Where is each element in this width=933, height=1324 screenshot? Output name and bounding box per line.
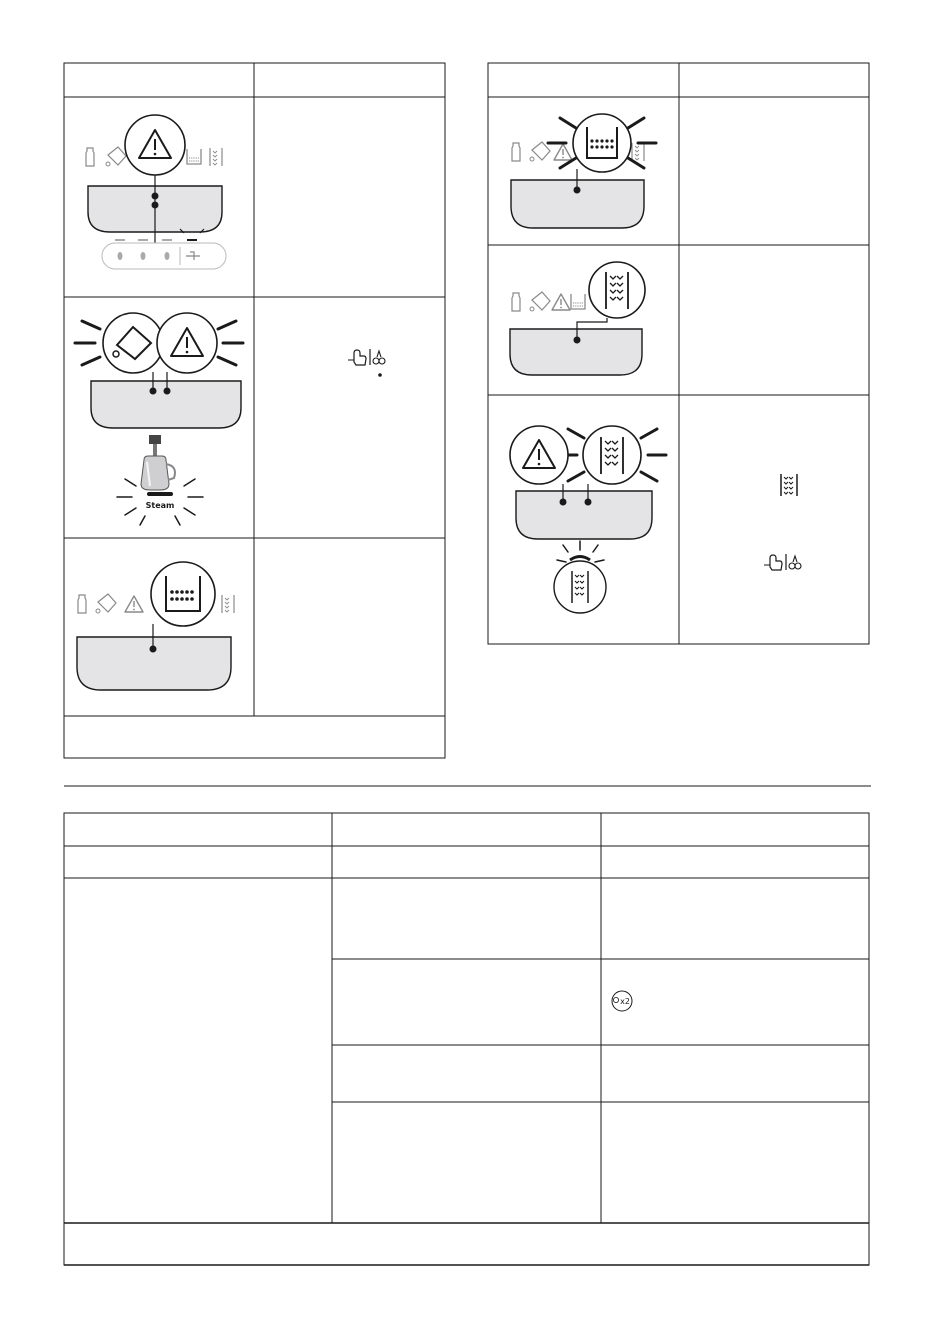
button-combination-icon	[764, 554, 801, 570]
warning-triangle-icon	[125, 115, 185, 175]
right-row1-illustration	[511, 114, 656, 228]
right-row3-illustration	[510, 426, 666, 613]
left-row3-illustration	[77, 562, 234, 690]
display-panel	[516, 491, 652, 539]
x2-badge-icon	[612, 991, 632, 1011]
warning-triangle-icon	[157, 313, 217, 373]
steam-label: Steam	[145, 501, 175, 510]
warning-triangle-icon	[510, 426, 568, 484]
left-row2-illustration	[75, 313, 243, 525]
x2-label: x2	[620, 997, 630, 1006]
button-combination-icon	[348, 349, 385, 365]
water-tank-icon	[103, 313, 163, 373]
display-panel	[510, 329, 642, 375]
display-panel	[77, 637, 231, 690]
coffee-beans-icon	[583, 426, 641, 484]
coffee-beans-icon	[554, 561, 606, 613]
troubleshooting-table	[64, 813, 869, 1265]
coffee-beans-icon	[781, 474, 797, 496]
steam-jug-icon	[141, 435, 175, 490]
grounds-container-icon	[573, 114, 631, 172]
left-row1-illustration	[86, 115, 226, 269]
coffee-beans-icon	[589, 262, 645, 318]
right-row2-illustration	[510, 262, 645, 375]
grounds-container-icon	[151, 562, 215, 626]
